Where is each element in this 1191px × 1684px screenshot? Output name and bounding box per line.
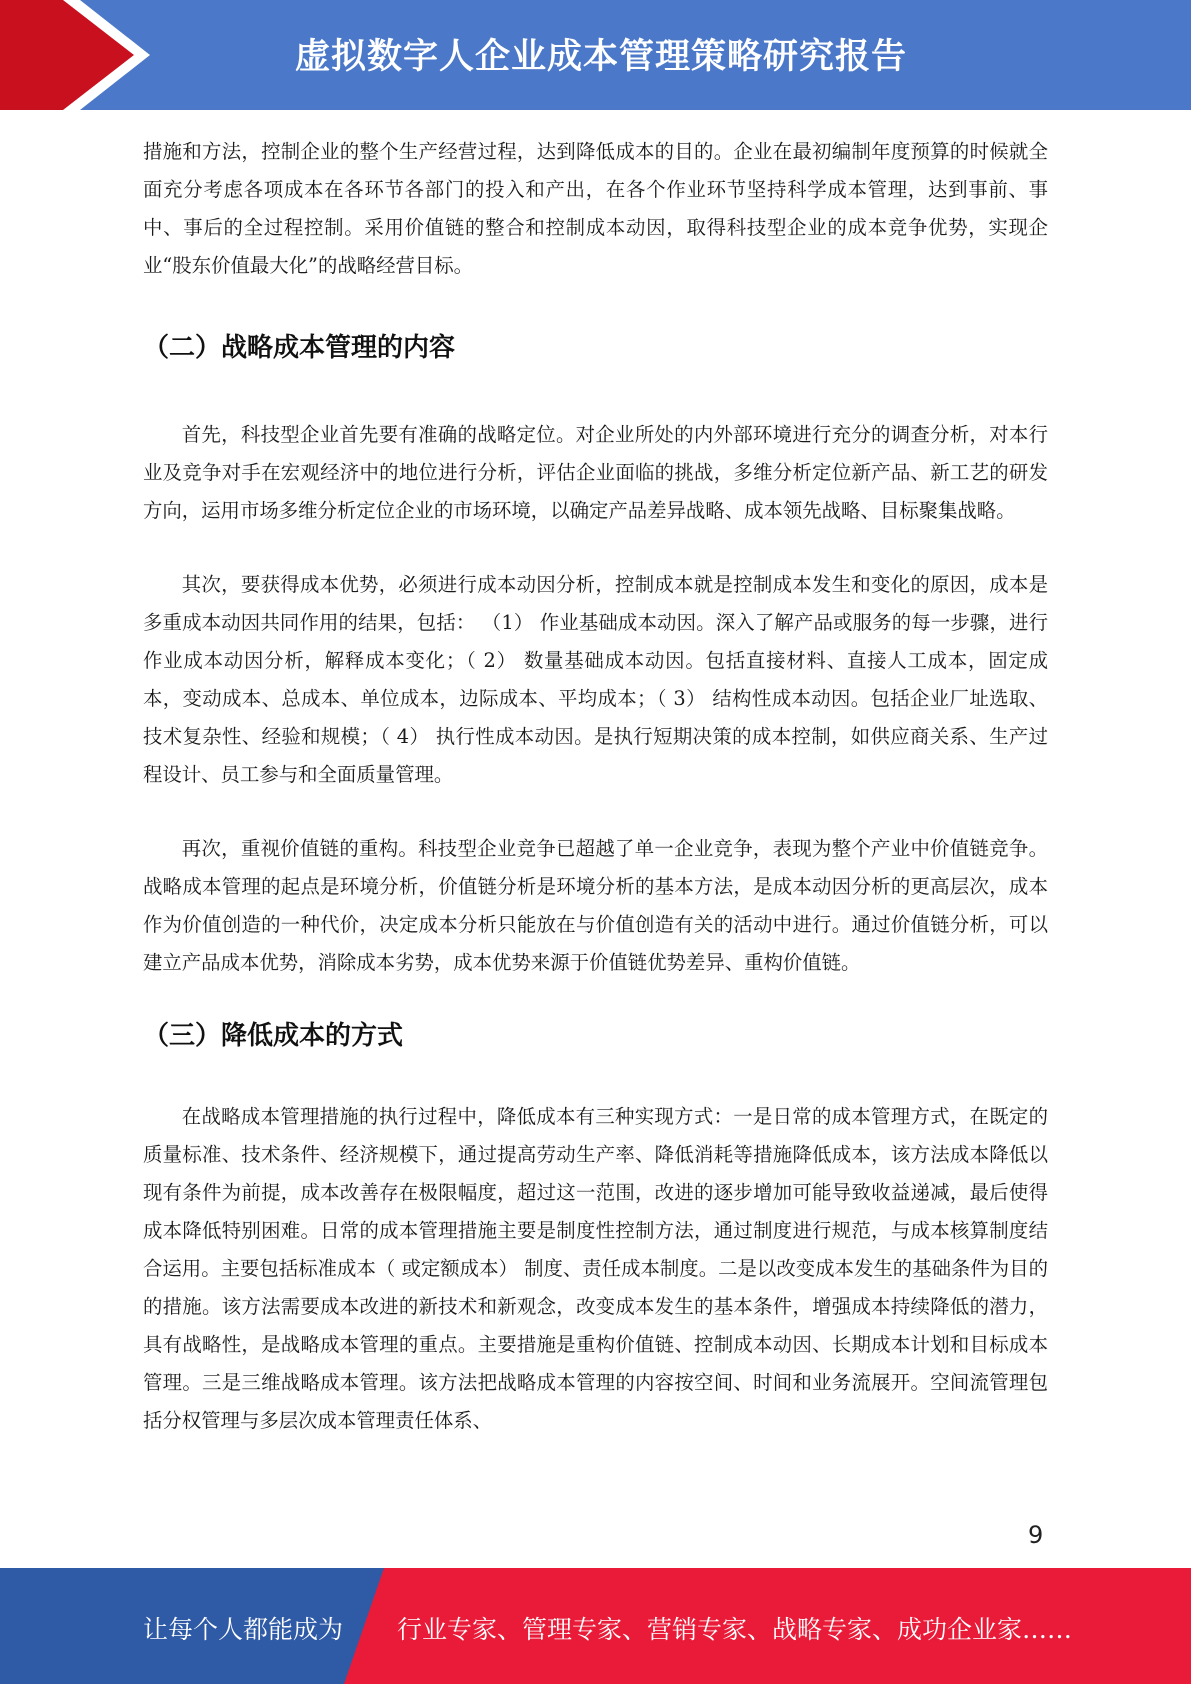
footer-slogan-right: 行业专家、管理专家、营销专家、战略专家、成功企业家…… <box>397 1615 1073 1644</box>
paragraph-cost-reduction: 在战略成本管理措施的执行过程中，降低成本有三种实现方式：一是日常的成本管理方式，在既定的质量标准、技术条件、经济规模下，通过提高劳动生产率、降低消耗等措施降低成本，该方法成本降低以现有条件为前提，成本改善存在极限幅度，超过这一范围，改进的逐步增加可能导致收益递减，最后使得成本降低特别困难。日常的成本管理措施主要是制度性控制方法，通过制度进行规范，与成本核算制度结合运用。主要包括标准成本（ 或定额成本） 制度、责任成本制度。二是以改变成本发生的基础条件为目的的措施。该方法需要成本改进的新技术和新观念，改变成本发生的基本条件，增强成本持续降低的潜力，具有战略性，是战略成本管理的重点。主要措施是重构价值链、控制成本动因、长期成本计划和目标成本管理。三是三维战略成本管理。该方法把战略成本管理的内容按空间、时间和业务流展开。空间流管理包括分权管理与多层次成本管理责任体系、 <box>143 1105 1048 1432</box>
footer-slogan-left: 让每个人都能成为 <box>143 1615 344 1644</box>
paragraph-continuation: 措施和方法，控制企业的整个生产经营过程，达到降低成本的目的。企业在最初编制年度预算的时候就全面充分考虑各项成本在各环节各部门的投入和产出，在各个作业环节坚持科学成本管理，达到事前、事中、事后的全过程控制。采用价值链的整合和控制成本动因，取得科技型企业的成本竞争优势，实现企业“股东价值最大化”的战略经营目标。 <box>143 140 1048 277</box>
chevron-red-shape <box>0 0 134 110</box>
footer-banner <box>0 1568 1191 1684</box>
paragraph-cost-drivers: 其次，要获得成本优势，必须进行成本动因分析，控制成本就是控制成本发生和变化的原因，成本是多重成本动因共同作用的结果，包括： （1） 作业基础成本动因。深入了解产品或服务的每一步骤，进行作业成本动因分析，解释成本变化；（ 2） 数量基础成本动因。包括直接材料、直接人工成本，固定成本，变动成本、总成本、单位成本，边际成本、平均成本；（ 3） 结构性成本动因。包括企业厂址选取、技术复杂性、经验和规模；（ 4） 执行性成本动因。是执行短期决策的成本控制，如供应商关系、生产过程设计、员工参与和全面质量管理。 <box>143 573 1048 786</box>
section-heading-3: （三）降低成本的方式 <box>143 1021 404 1051</box>
report-title: 虚拟数字人企业成本管理策略研究报告 <box>295 37 908 77</box>
paragraph-value-chain: 再次，重视价值链的重构。科技型企业竞争已超越了单一企业竞争，表现为整个产业中价值链竞争。战略成本管理的起点是环境分析，价值链分析是环境分析的基本方法，是成本动因分析的更高层次，成本作为价值创造的一种代价，决定成本分析只能放在与价值创造有关的活动中进行。通过价值链分析，可以建立产品成本优势，消除成本劣势，成本优势来源于价值链优势差异、重构价值链。 <box>143 837 1048 974</box>
section-heading-2: （二）战略成本管理的内容 <box>143 333 456 363</box>
chevron-arrow-icon <box>0 0 160 110</box>
page-content <box>143 133 1048 1440</box>
header-banner <box>0 0 1191 110</box>
page-number: 9 <box>1028 1521 1044 1549</box>
paragraph-strategic-positioning: 首先，科技型企业首先要有准确的战略定位。对企业所处的内外部环境进行充分的调查分析，对本行业及竞争对手在宏观经济中的地位进行分析，评估企业面临的挑战，多维分析定位新产品、新工艺的研发方向，运用市场多维分析定位企业的市场环境，以确定产品差异战略、成本领先战略、目标聚集战略。 <box>143 423 1048 522</box>
